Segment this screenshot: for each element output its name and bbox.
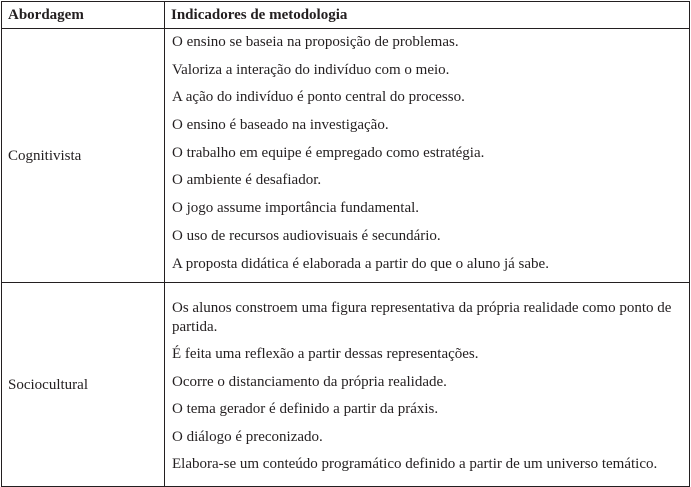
indicators-sociocultural (165, 283, 690, 487)
table-row-cognitivista (2, 29, 690, 283)
indicator-item: O trabalho em equipe é empregado como estratégia. (172, 144, 485, 161)
approach-sociocultural: Sociocultural (2, 283, 165, 487)
table-row-sociocultural (2, 283, 690, 487)
header-row (2, 2, 690, 29)
header-approach: Abordagem (2, 2, 165, 29)
indicator-item: O jogo assume importância fundamental. (172, 200, 420, 217)
indicator-item: Ocorre o distanciamento da própria realidade. (172, 373, 447, 390)
indicator-item: O ensino se baseia na proposição de problemas. (172, 34, 459, 50)
approach-cognitivista: Cognitivista (2, 29, 165, 283)
indicator-item: O ambiente é desafiador. (172, 172, 322, 189)
indicator-item: É feita uma reflexão a partir dessas representações. (172, 346, 479, 363)
indicator-item: A ação do indivíduo é ponto central do processo. (172, 89, 465, 106)
indicator-item: Elabora-se um conteúdo programático definido a partir de um universo temático. (172, 456, 658, 473)
indicators-cognitivista (165, 29, 690, 283)
header-indicators: Indicadores de metodologia (165, 2, 690, 29)
indicator-item: Valoriza a interação do indivíduo com o meio. (172, 61, 450, 78)
indicator-item: Os alunos constroem uma figura representativa da própria realidade como ponto de partida. (172, 300, 672, 335)
indicator-item: A proposta didática é elaborada a partir do que o aluno já sabe. (172, 255, 549, 272)
indicator-item: O ensino é baseado na investigação. (172, 117, 389, 134)
indicator-item: O diálogo é preconizado. (172, 428, 323, 445)
indicator-item: O tema gerador é definido a partir da práxis. (172, 401, 439, 418)
indicator-item: O uso de recursos audiovisuais é secundário. (172, 227, 441, 244)
methodology-table (1, 1, 690, 487)
